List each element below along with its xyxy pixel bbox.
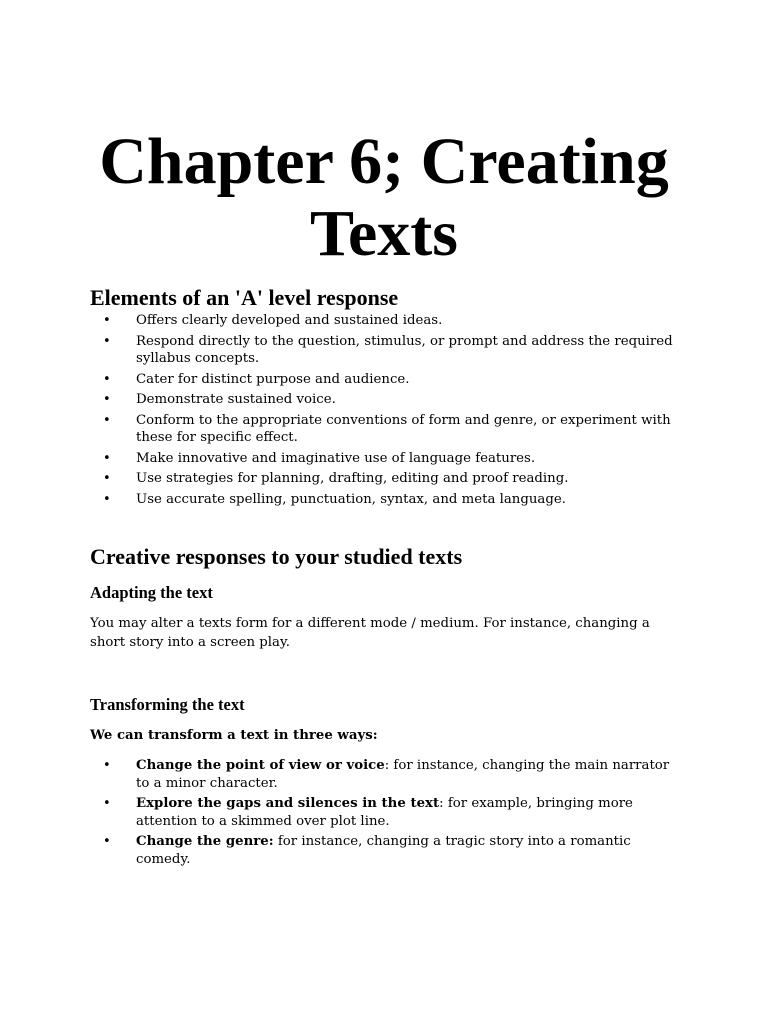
list-item-text: Offers clearly developed and sustained ideas. xyxy=(136,313,443,328)
bullet-icon: • xyxy=(103,412,111,428)
list-item-text: Demonstrate sustained voice. xyxy=(136,392,336,407)
section-heading-elements: Elements of an 'A' level response xyxy=(90,285,399,310)
bullet-icon: • xyxy=(103,450,111,466)
page-title: Chapter 6; Creating Texts xyxy=(99,125,669,270)
list-item-text: Cater for distinct purpose and audience. xyxy=(136,371,410,387)
bullet-icon: • xyxy=(103,313,111,328)
list-item-text: : for example, bringing more attention to a skimmed over plot line. xyxy=(136,796,633,829)
subheading-adapting: Adapting the text xyxy=(90,583,213,602)
list-item-bold: Explore the gaps and silences in the text xyxy=(136,796,440,811)
section-heading-creative: Creative responses to your studied texts xyxy=(90,544,463,569)
list-item-text: Use accurate spelling, punctuation, syntax, and meta language. xyxy=(136,491,566,507)
list-item xyxy=(0,470,676,488)
bullet-icon: • xyxy=(103,392,111,407)
bullet-icon: • xyxy=(103,333,111,349)
list-item xyxy=(0,412,676,447)
list-item-text: Use strategies for planning, drafting, editing and proof reading. xyxy=(136,471,569,486)
list-item xyxy=(0,833,681,868)
list-item xyxy=(0,312,676,330)
transform-list xyxy=(0,757,681,871)
bullet-icon: • xyxy=(103,758,111,773)
list-item-text: : for instance, changing the main narrator to a minor character. xyxy=(136,758,670,791)
list-item xyxy=(0,491,676,509)
list-item-text: Respond directly to the question, stimulus, or prompt and address the required syllabus concepts. xyxy=(136,333,673,366)
transforming-intro: We can transform a text in three ways: xyxy=(90,728,378,743)
list-item-bold: Change the genre: xyxy=(136,834,274,849)
list-item xyxy=(0,757,681,792)
list-item xyxy=(0,333,676,368)
bullet-icon: • xyxy=(103,796,111,811)
elements-list xyxy=(0,312,676,511)
adapting-paragraph: You may alter a texts form for a different mode / medium. For instance, changing a short story into a screen play. xyxy=(90,616,650,650)
bullet-icon: • xyxy=(103,834,111,849)
bullet-icon: • xyxy=(103,371,111,387)
list-item-text: Conform to the appropriate conventions of form and genre, or experiment with these for specific effect. xyxy=(136,412,671,445)
bullet-icon: • xyxy=(103,491,111,507)
subheading-transforming: Transforming the text xyxy=(90,695,245,714)
list-item xyxy=(0,391,676,409)
list-item-text: for instance, changing a tragic story into a romantic comedy. xyxy=(136,834,631,867)
list-item xyxy=(0,795,681,830)
list-item xyxy=(0,450,676,468)
list-item-text: Make innovative and imaginative use of language features. xyxy=(136,450,536,466)
list-item-bold: Change the point of view or voice xyxy=(136,758,385,773)
bullet-icon: • xyxy=(103,471,111,486)
list-item xyxy=(0,371,676,389)
